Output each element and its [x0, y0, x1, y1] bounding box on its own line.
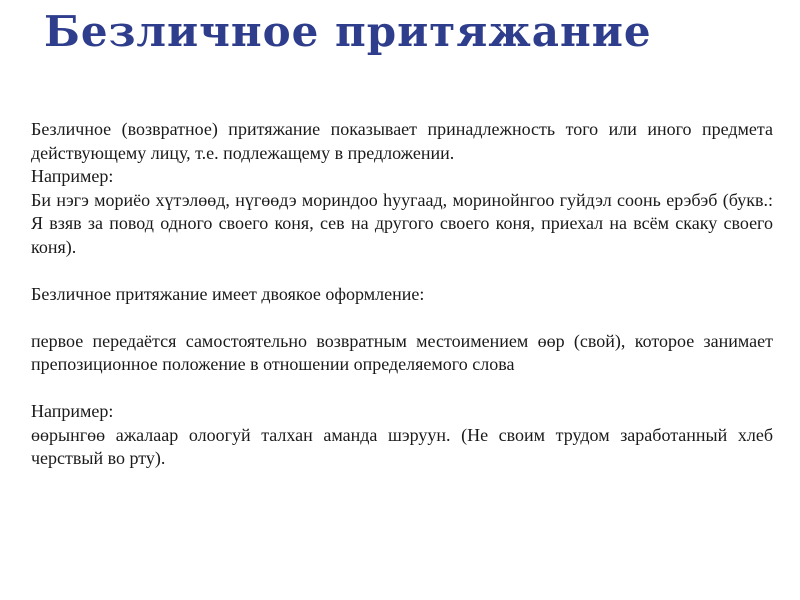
slide-body	[31, 118, 773, 471]
slide-title: Безличное притяжание	[44, 7, 652, 56]
paragraph-example-text: Би нэгэ мориёо хүтэлөөд, нүгөөдэ мориндоо һуугаад, моринойнгоо гуйдэл соонь ерэбэб (букв.: Я взяв за повод одного своего коня, сев на другого своего коня, приехал на всём скаку своего коня).	[31, 189, 773, 257]
paragraph-first-form: первое передаётся самостоятельно возвратным местоимением өөр (свой), которое занимает препозиционное положение в отношении определяемого слова	[31, 330, 773, 374]
paragraph-example-label: Например:	[31, 166, 114, 186]
spacer	[31, 377, 773, 401]
paragraph-definition: Безличное (возвратное) притяжание показывает принадлежность того или иного предмета действующему лицу, т.е. подлежащему в предложении.	[31, 119, 773, 163]
paragraph-forms-intro: Безличное притяжание имеет двоякое оформление:	[31, 283, 425, 304]
spacer	[31, 306, 773, 330]
paragraph-example-text-2: өөрынгөө ажалаар олоогуй талхан аманда шэруун. (Не своим трудом заработанный хлеб черствый во рту).	[31, 424, 773, 468]
paragraph-example-label-2: Например:	[31, 401, 114, 421]
spacer	[31, 259, 773, 283]
